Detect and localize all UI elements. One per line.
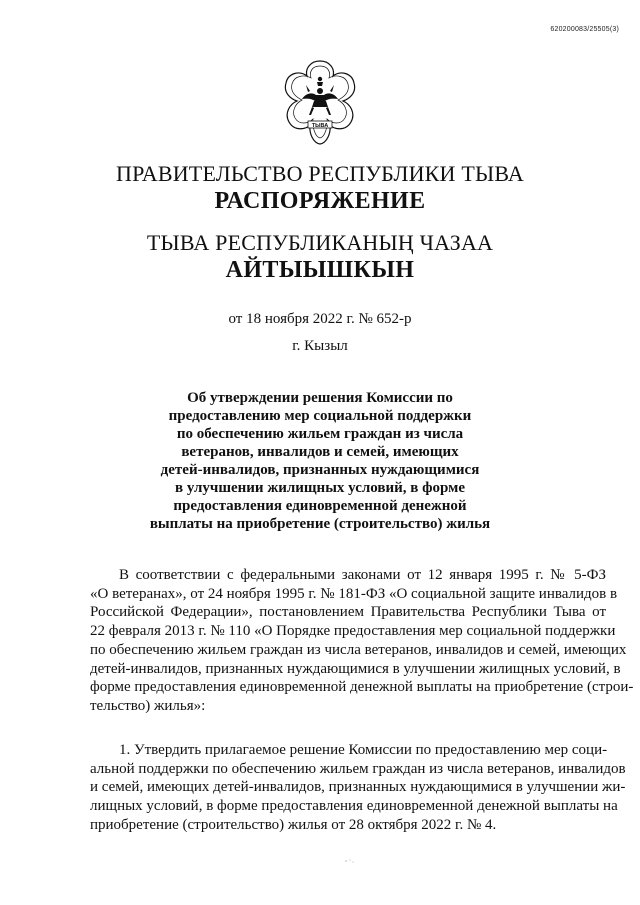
title-line: Об утверждении решения Комиссии по (187, 390, 453, 406)
paragraph-line: Российской Федерации», постановлением Правительства Республики Тыва от (90, 604, 606, 621)
title-line: ветеранов, инвалидов и семей, имеющих (181, 444, 459, 460)
paragraph-line: форме предоставления единовременной денежной выплаты на приобретение (строи- (90, 679, 634, 696)
scan-artifact (343, 858, 357, 864)
title-line: предоставления единовременной денежной (173, 498, 467, 514)
paragraph-line: 22 февраля 2013 г. № 110 «О Порядке предоставления мер социальной поддержки (90, 623, 616, 640)
paragraph-line: В соответствии с федеральными законами от 12 января 1995 г. № 5-ФЗ (119, 567, 606, 583)
title-line: по обеспечению жильем граждан из числа (176, 426, 464, 442)
emblem-label: ТЫВА (311, 122, 329, 129)
paragraph-line: детей-инвалидов, признанных нуждающимися в улучшении жилищных условий, в (90, 660, 621, 677)
government-title-tyv: ТЫВА РЕСПУБЛИКАНЫҢ ЧАЗАА (146, 230, 494, 255)
paragraph-line: 1. Утвердить прилагаемое решение Комиссии по предоставлению мер соци- (119, 742, 608, 758)
decree-title-ru: РАСПОРЯЖЕНИЕ (214, 188, 426, 214)
government-title-ru: ПРАВИТЕЛЬСТВО РЕСПУБЛИКИ ТЫВА (116, 161, 524, 186)
tuva-coat-of-arms-icon (272, 55, 368, 151)
paragraph-line: тельство) жилья»: (90, 697, 206, 714)
paragraph-line: и семей, имеющих детей-инвалидов, признанных нуждающимися в улучшении жи- (90, 779, 626, 796)
decree-title-tyv: АЙТЫЫШКЫН (225, 257, 415, 283)
title-line: в улучшении жилищных условий, в форме (174, 480, 466, 496)
preamble-paragraph (90, 566, 634, 716)
decree-subject-title (120, 389, 520, 533)
title-line: предоставлению мер социальной поддержки (168, 408, 472, 424)
paragraph-line: альной поддержки по обеспечению жильем граждан из числа ветеранов, инвалидов (90, 760, 626, 777)
paragraph-line: «О ветеранах», от 24 ноября 1995 г. № 181-ФЗ «О социальной защите инвалидов в (90, 585, 618, 602)
decree-date-number: от 18 ноября 2022 г. № 652-р (228, 311, 412, 327)
title-line: выплаты на приобретение (строительство) жилья (149, 516, 491, 532)
document-code: 620200083/25505(3) (550, 26, 619, 33)
paragraph-line: приобретение (строительство) жилья от 28 октября 2022 г. № 4. (90, 816, 497, 833)
title-line: детей-инвалидов, признанных нуждающимися (160, 462, 480, 478)
paragraph-line: лищных условий, в форме предоставления единовременной денежной выплаты на (90, 798, 618, 815)
decree-city: г. Кызыл (292, 338, 348, 354)
decision-item-1 (90, 741, 626, 835)
paragraph-line: по обеспечению жильем граждан из числа ветеранов, инвалидов и семей, имеющих (90, 641, 627, 658)
